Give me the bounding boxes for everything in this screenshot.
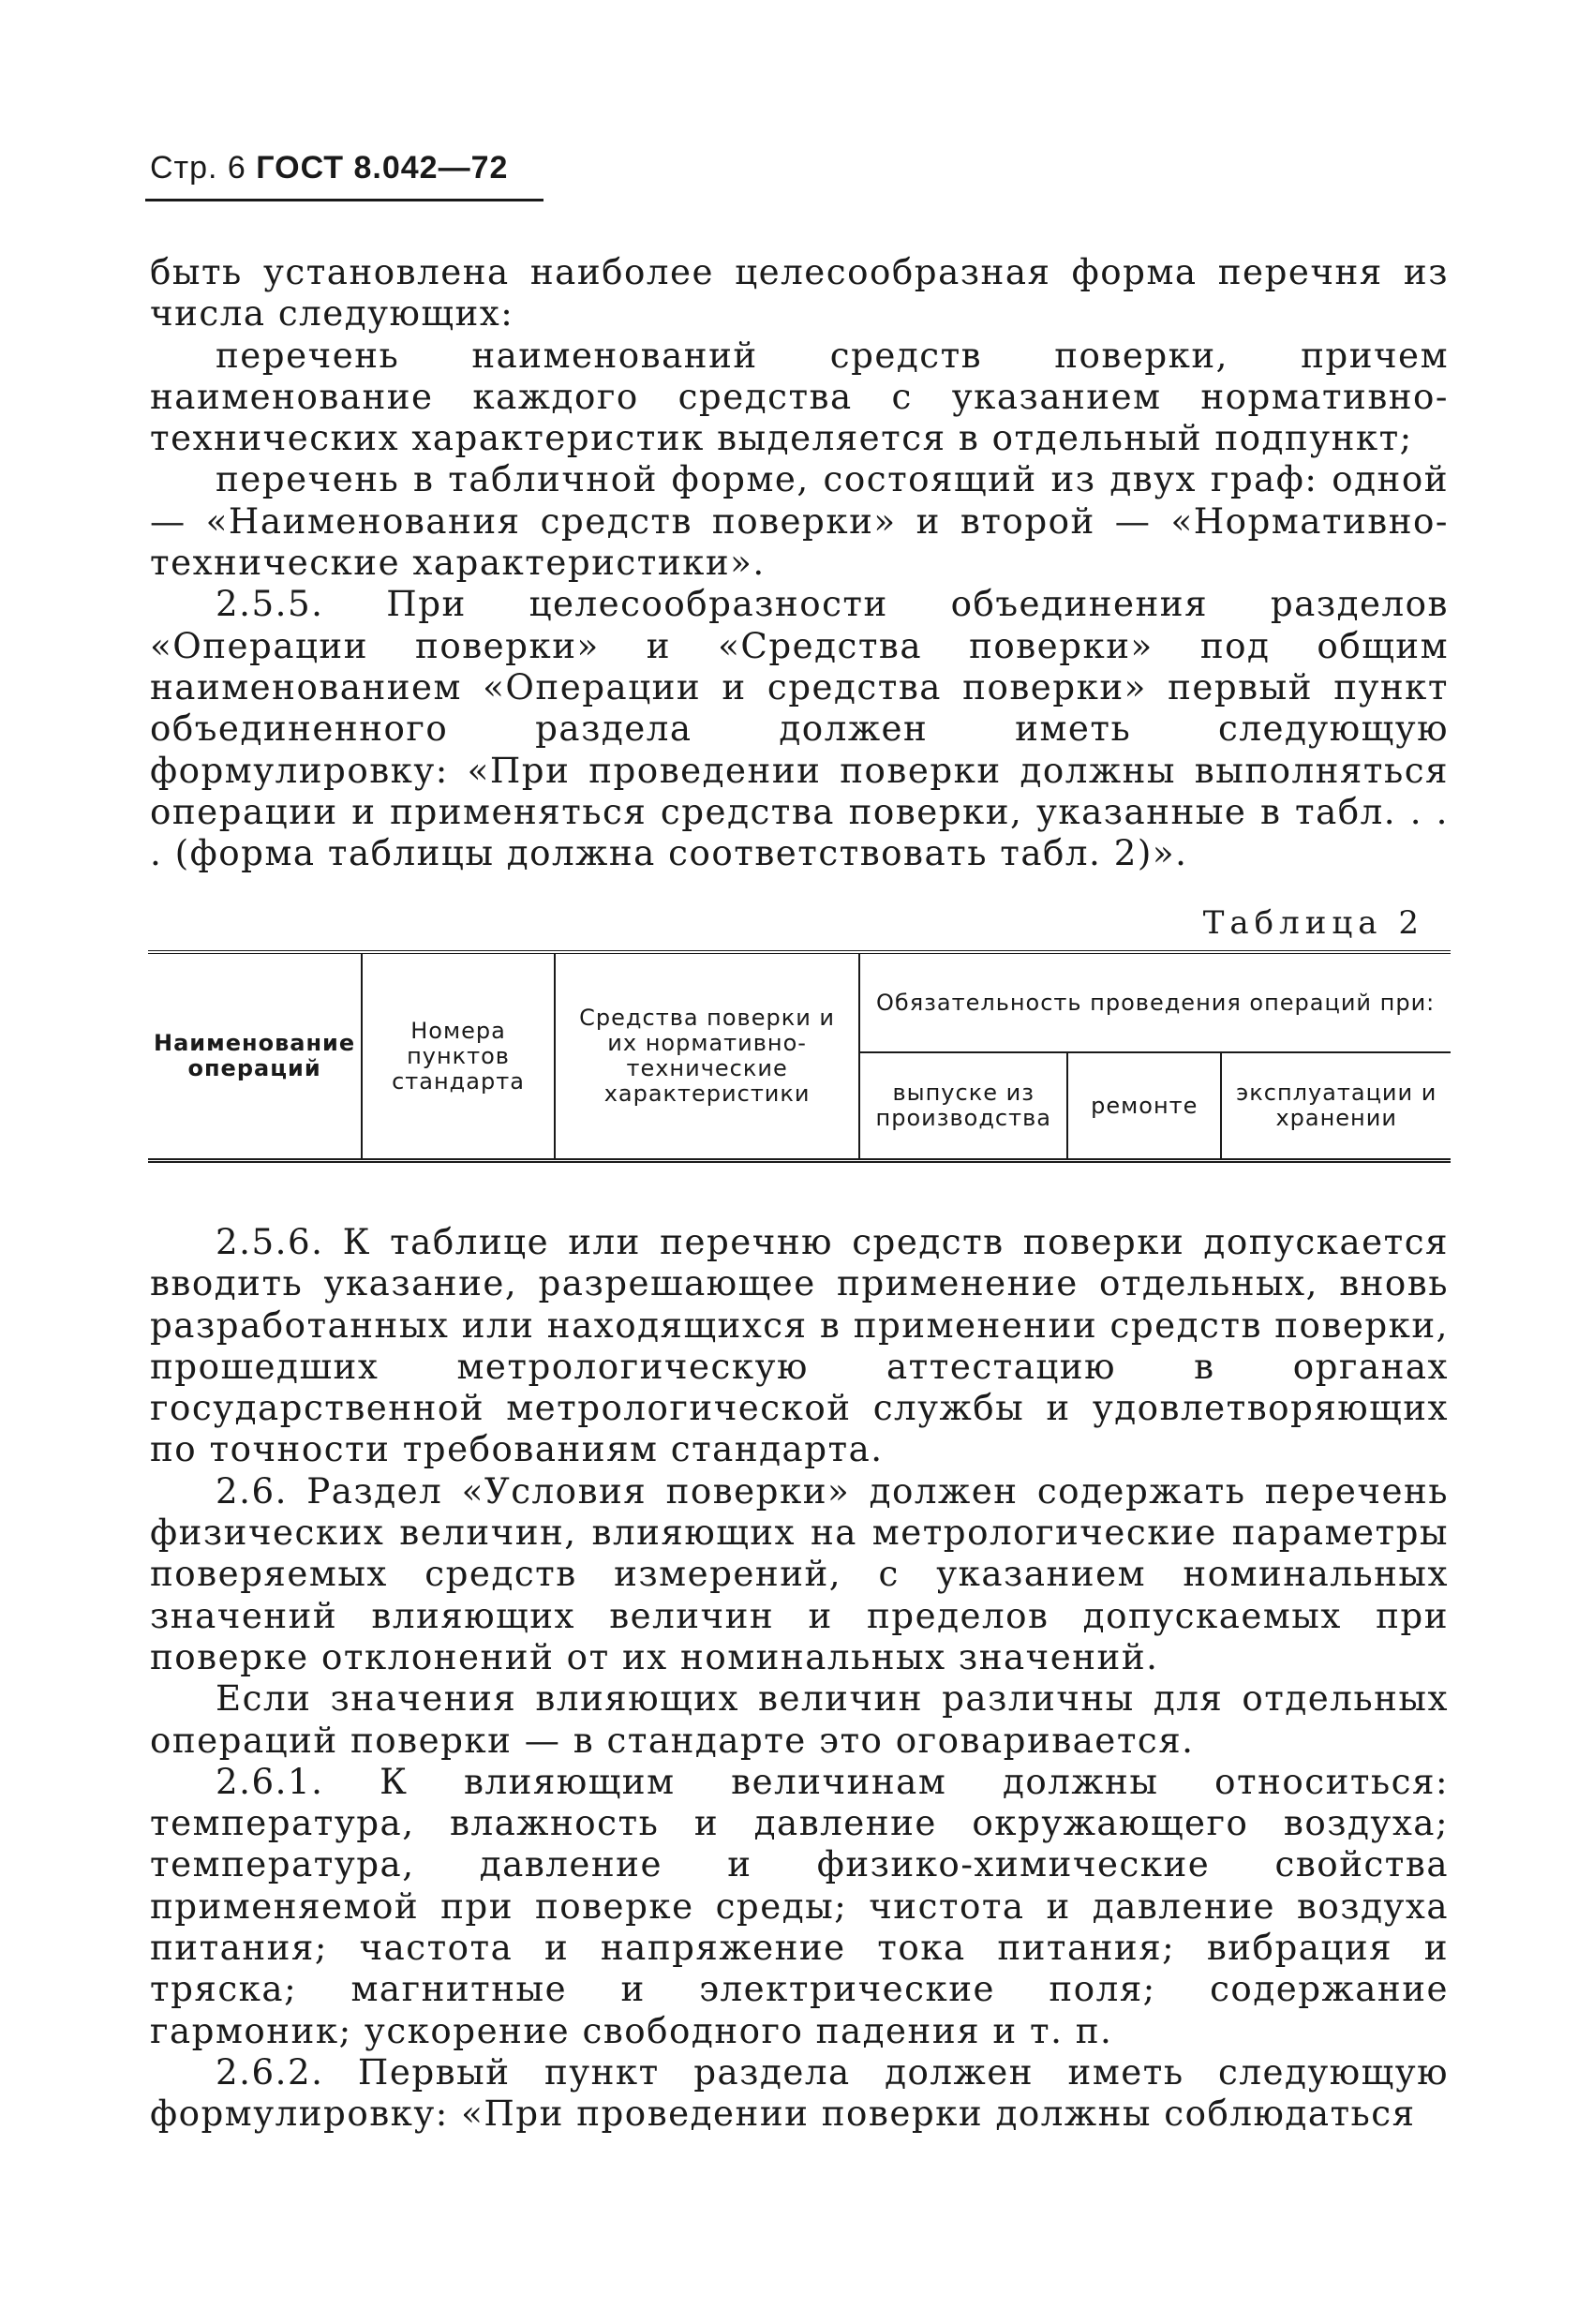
header-operation-storage: эксплуатации и хранении — [1221, 1052, 1451, 1161]
text-block-bottom — [150, 1221, 1449, 2135]
paragraph: 2.5.6. К таблице или перечню средств поверки допускается вводить указание, разрешающее применение отдельных, вновь разработанных или находящихся в применении средств поверки, прошедших метрологическую аттестацию в органах государственной метрологической службы и удовлетворяющих по точности требованиям стандарта. — [150, 1221, 1449, 1470]
paragraph: быть установлена наиболее целесообразная форма перечня из числа следующих: — [150, 251, 1449, 335]
standard-code: ГОСТ 8.042—72 — [256, 150, 509, 186]
paragraph: перечень в табличной форме, состоящий из двух граф: одной — «Наименования средств поверки» и второй — «Нормативно-технические характеристики». — [150, 458, 1449, 584]
header-release: выпуске из производства — [859, 1052, 1067, 1161]
paragraph: 2.6.2. Первый пункт раздела должен иметь следующую формулировку: «При проведении поверки должны соблюдаться — [150, 2050, 1449, 2135]
header-operations: Наименование операций — [154, 1030, 356, 1081]
header-rule — [145, 199, 543, 201]
header-clause-numbers: Номера пунктов стандарта — [362, 952, 555, 1161]
page-number: Стр. 6 — [150, 150, 246, 186]
page-header — [150, 150, 508, 186]
paragraph: перечень наименований средств поверки, причем наименование каждого средства с указанием нормативно-технических характеристик выделяется в отдельный подпункт; — [150, 334, 1449, 459]
header-mandatory-group: Обязательность проведения операций при: — [859, 952, 1451, 1052]
header-repair: ремонте — [1067, 1052, 1221, 1161]
text-block-top — [150, 251, 1449, 873]
header-verification-means: Средства поверки и их нормативно-технические характеристики — [555, 952, 859, 1161]
table-caption: Таблица 2 — [1202, 904, 1424, 942]
table-2 — [148, 950, 1451, 1163]
paragraph: 2.6. Раздел «Условия поверки» должен содержать перечень физических величин, влияющих на метрологические параметры поверяемых средств измерений, с указанием номинальных значений влияющих величин и пределов допускаемых при поверке отклонений от их номинальных значений. — [150, 1469, 1449, 1677]
paragraph: 2.6.1. К влияющим величинам должны относиться: температура, влажность и давление окружающего воздуха; температура, давление и физико-химические свойства применяемой при поверке среды; чистота и давление воздуха питания; частота и напряжение тока питания; вибрация и тряска; магнитные и электрические поля; содержание гармоник; ускорение свободного падения и т. п. — [150, 1760, 1449, 2051]
paragraph: 2.5.5. При целесообразности объединения разделов «Операции поверки» и «Средства поверки» под общим наименованием «Операции и средства поверки» первый пункт объединенного раздела должен иметь следующую формулировку: «При проведении поверки должны выполняться операции и применяться средства поверки, указанные в табл. . . . (форма таблицы должна соответствовать табл. 2)». — [150, 583, 1449, 874]
paragraph: Если значения влияющих величин различны для отдельных операций поверки — в стандарте это оговаривается. — [150, 1677, 1449, 1761]
